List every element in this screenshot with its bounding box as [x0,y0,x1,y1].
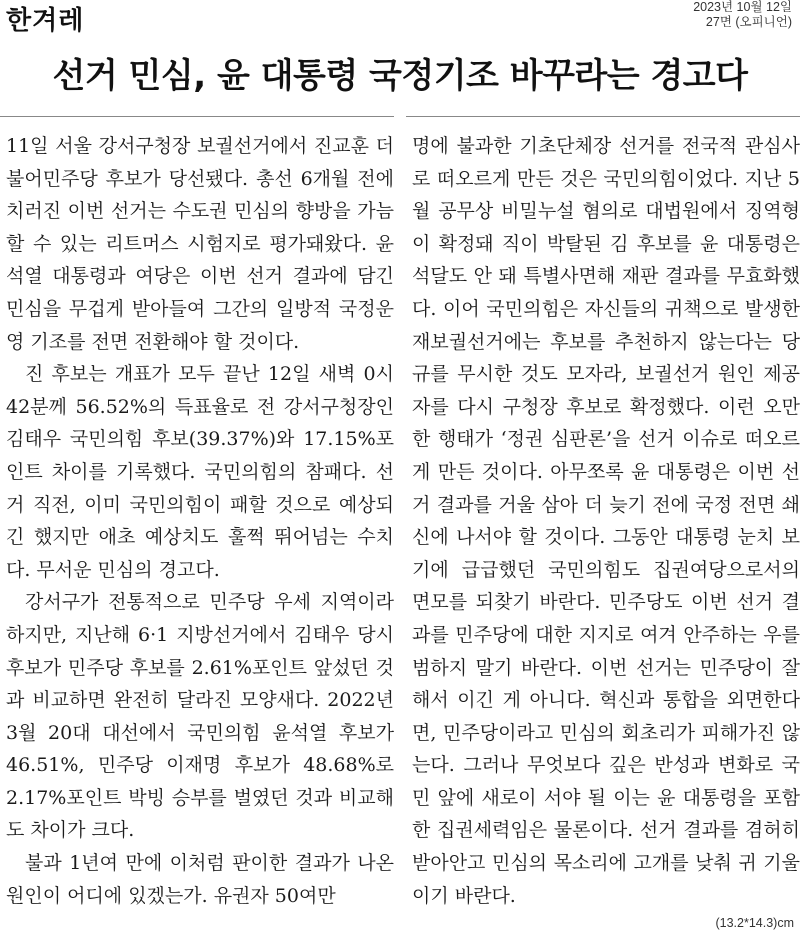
clipping-size: (13.2*14.3)cm [715,916,794,930]
page-section: 27면 (오피니언) [705,15,792,29]
column-rule-left [0,116,394,117]
paragraph: 11일 서울 강서구청장 보궐선거에서 진교훈 더불어민주당 후보가 당선됐다. 총선 6개월 전에 치러진 이번 선거는 수도권 민심의 향방을 가늠할 수 있는 리트머스 시험지로 평가돼왔다. 윤석열 대통령과 여당은 이번 선거 결과에 담긴 민심을 무겁게 받아들여 그간의 일방적 국정운영 기조를 전면 전환해야 할 것이다. [6,135,394,353]
article-column-right [412,130,800,912]
publication-info [693,0,792,30]
publication-date: 2023년 10월 12일 [693,0,792,14]
paragraph: 강서구가 전통적으로 민주당 우세 지역이라 하지만, 지난해 6·1 지방선거에서 김태우 당시 후보가 민주당 후보를 2.61%포인트 앞섰던 것과 비교하면 완전히 달라진 모양새다. 2022년 3월 20대 대선에서 국민의힘 윤석열 후보가 46.51%, 민주당 이재명 후보가 48.68%로 2.17%포인트 박빙 승부를 벌였던 것과 비교해도 차이가 크다. [6,591,394,842]
paragraph: 진 후보는 개표가 모두 끝난 12일 새벽 0시42분께 56.52%의 득표율로 전 강서구청장인 김태우 국민의힘 후보(39.37%)와 17.15%포인트 차이를 기록했다. 국민의힘의 참패다. 선거 직전, 이미 국민의힘이 패할 것으로 예상되긴 했지만 애초 예상치도 훌쩍 뛰어넘는 수치다. 무서운 민심의 경고다. [6,363,394,581]
newspaper-logo: 한겨레 [6,6,85,36]
article-headline: 선거 민심, 윤 대통령 국정기조 바꾸라는 경고다 [52,56,748,96]
article-column-left [6,130,394,912]
paragraph: 불과 1년여 만에 이처럼 판이한 결과가 나온 원인이 어디에 있겠는가. 유권자 50여만 [6,852,394,907]
column-rule-right [406,116,800,117]
paragraph: 명에 불과한 기초단체장 선거를 전국적 관심사로 떠오르게 만든 것은 국민의힘이었다. 지난 5월 공무상 비밀누설 혐의로 대법원에서 징역형이 확정돼 직이 박탈된 김 후보를 윤 대통령은 석달도 안 돼 특별사면해 재판 결과를 무효화했다. 이어 국민의힘은 자신들의 귀책으로 발생한 재보궐선거에는 후보를 추천하지 않는다는 당규를 무시한 것도 모자라, 보궐선거 원인 제공자를 다시 구청장 후보로 확정했다. 이런 오만한 행태가 ‘정권 심판론’을 선거 이슈로 떠오르게 만든 것이다. 아무쪼록 윤 대통령은 이번 선거 결과를 거울 삼아 더 늦기 전에 국정 전면 쇄신에 나서야 할 것이다. 그동안 대통령 눈치 보기에 급급했던 국민의힘도 집권여당으로서의 면모를 되찾기 바란다. 민주당도 이번 선거 결과를 민주당에 대한 지지로 여겨 안주하는 우를 범하지 말기 바란다. 이번 선거는 민주당이 잘해서 이긴 게 아니다. 혁신과 통합을 외면한다면, 민주당이라고 민심의 회초리가 피해가진 않는다. 그러나 무엇보다 깊은 반성과 변화로 국민 앞에 새로이 서야 될 이는 윤 대통령을 포함한 집권세력임은 물론이다. 선거 결과를 겸허히 받아안고 민심의 목소리에 고개를 낮춰 귀 기울이기 바란다. [412,135,800,907]
